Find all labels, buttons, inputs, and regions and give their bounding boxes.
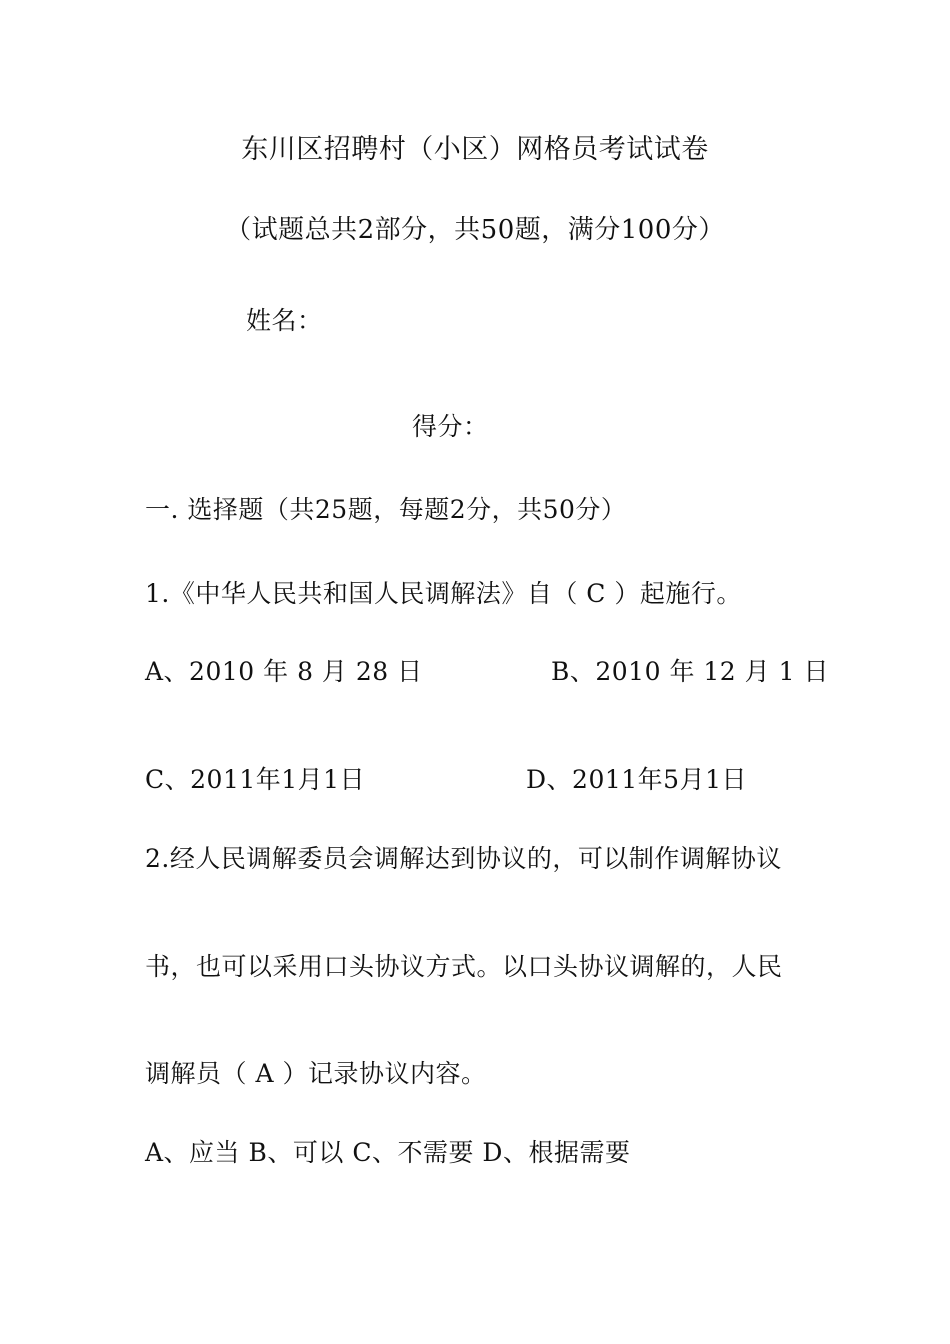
- page-title: 东川区招聘村（小区）网格员考试试卷: [241, 134, 709, 165]
- score-label: 得分：: [412, 412, 489, 441]
- question-2-stem-line-2: 书，也可以采用口头协议方式。以口头协议调解的，人民: [145, 952, 783, 981]
- question-1-stem: 1.《中华人民共和国人民调解法》自（ C ）起施行。: [145, 579, 742, 608]
- question-2-options: A、应当 B、可以 C、不需要 D、根据需要: [145, 1138, 631, 1167]
- exam-subtitle: （试题总共2部分，共50题，满分100分）: [225, 215, 725, 245]
- question-2-stem-line-3: 调解员（ A ）记录协议内容。: [145, 1059, 487, 1088]
- question-2-stem-line-1: 2.经人民调解委员会调解达到协议的，可以制作调解协议: [145, 844, 782, 873]
- question-1-option-d: D、2011年5月1日: [526, 765, 747, 794]
- question-1-option-a: A、2010 年 8 月 28 日: [145, 657, 423, 686]
- name-label: 姓名：: [246, 306, 323, 335]
- question-1-option-b: B、2010 年 12 月 1 日: [551, 657, 829, 686]
- question-1-option-c: C、2011年1月1日: [145, 765, 366, 794]
- section-heading: 一. 选择题（共25题，每题2分，共50分）: [145, 495, 627, 524]
